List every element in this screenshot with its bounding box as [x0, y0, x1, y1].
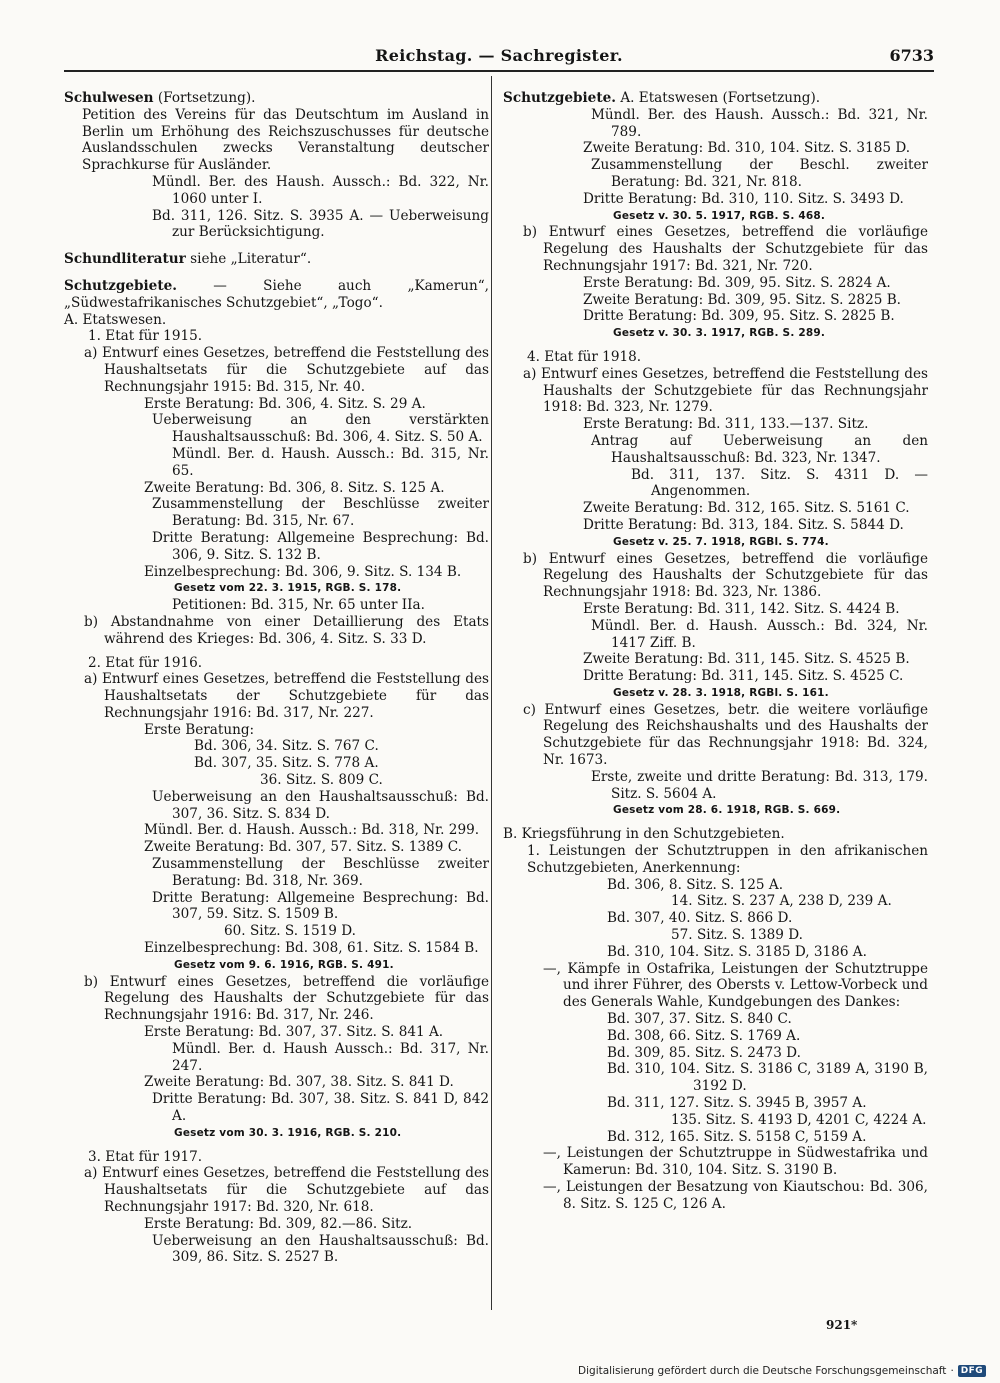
index-entry: Petition des Vereins für das Deutschtum im Ausland in Berlin um Erhöhung des Reichszuschusses für deutsche Auslandsschulen zwecks Veranstaltung deutscher Sprachkurse für Ausländer.: [82, 106, 489, 174]
index-entry: Bd. 312, 165. Sitz. S. 5158 C, 5159 A.: [607, 1128, 867, 1145]
index-entry: a) Entwurf eines Gesetzes, betreffend die Feststellung des Haushaltsetats der Schutzgebiete für das Rechnungsjahr 1916: Bd. 317, Nr. 227.: [84, 671, 489, 721]
index-entry: Zweite Beratung: Bd. 309, 95. Sitz. S. 2825 B.: [583, 291, 901, 308]
catchword: 921*: [826, 1318, 858, 1332]
index-entry: Ueberweisung an den Haushaltsausschuß: Bd. 309, 86. Sitz. S. 2527 B.: [152, 1232, 489, 1266]
law-reference: Gesetz vom 22. 3. 1915, RGB. S. 178.: [174, 582, 402, 595]
index-entry: Ueberweisung an den Haushaltsausschuß: Bd. 307, 36. Sitz. S. 834 D.: [152, 788, 489, 822]
index-entry: Erste Beratung:: [144, 721, 255, 738]
index-entry: Dritte Beratung: Bd. 311, 145. Sitz. S. 4525 C.: [583, 668, 904, 685]
index-heading: Schutzgebiete. — Siehe auch „Kamerun“, „Südwestafrikanisches Schutzgebiet“, „Togo“.: [64, 277, 489, 311]
index-entry: Zusammenstellung der Beschl. zweiter Beratung: Bd. 321, Nr. 818.: [591, 157, 928, 190]
index-entry: Bd. 311, 137. Sitz. S. 4311 D. — Angenommen.: [631, 466, 928, 500]
index-entry: 2. Etat für 1916.: [88, 654, 203, 671]
law-reference: Gesetz vom 30. 3. 1916, RGB. S. 210.: [174, 1126, 402, 1139]
index-entry: Zweite Beratung: Bd. 310, 104. Sitz. S. 3185 D.: [583, 140, 911, 157]
dfg-logo: DFG: [958, 1365, 986, 1377]
index-entry: Mündl. Ber. d. Haush. Aussch.: Bd. 315, Nr. 65.: [172, 445, 489, 479]
index-entry: Erste Beratung: Bd. 309, 95. Sitz. S. 2824 A.: [583, 274, 891, 291]
law-reference: Gesetz v. 30. 5. 1917, RGB. S. 468.: [613, 209, 826, 222]
index-entry: Bd. 308, 66. Sitz. S. 1769 A.: [607, 1027, 801, 1044]
law-reference: Gesetz vom 28. 6. 1918, RGB. S. 669.: [613, 804, 841, 817]
index-entry: 4. Etat für 1918.: [527, 348, 642, 365]
index-entry: c) Entwurf eines Gesetzes, betr. die weitere vorläufige Regelung des Reichshaushalts und des Haushalts der Schutzgebiete für das Rechnungsjahr 1918: Bd. 324, Nr. 1673.: [523, 701, 928, 769]
page-number: 6733: [889, 46, 934, 65]
right-column: [503, 90, 928, 1213]
index-entry: Erste Beratung: Bd. 307, 37. Sitz. S. 841 A.: [144, 1024, 444, 1041]
index-heading: Schundliteratur siehe „Literatur“.: [64, 251, 312, 268]
index-entry: b) Abstandnahme von einer Detaillierung des Etats während des Krieges: Bd. 306, 4. Sitz. S. 33 D.: [84, 613, 489, 647]
index-entry: A. Etatswesen.: [64, 311, 167, 328]
index-entry: Mündl. Ber. d. Haush. Aussch.: Bd. 324, Nr. 1417 Ziff. B.: [591, 617, 928, 651]
index-entry: Zusammenstellung der Beschlüsse zweiter Beratung: Bd. 318, Nr. 369.: [152, 856, 489, 889]
index-entry: b) Entwurf eines Gesetzes, betreffend die vorläufige Regelung des Haushalts der Schutzgebiete für das Rechnungsjahr 1916: Bd. 317, Nr. 246.: [84, 973, 489, 1024]
index-entry: Zweite Beratung: Bd. 312, 165. Sitz. S. 5161 C.: [583, 500, 910, 517]
index-entry: —, Kämpfe in Ostafrika, Leistungen der Schutztruppe und ihrer Führer, des Obersts v. Lettow-Vorbeck und des Generals Wahle, Kundgebungen des Dankes:: [543, 960, 928, 1011]
index-entry: Bd. 310, 104. Sitz. S. 3185 D, 3186 A.: [607, 943, 867, 960]
index-entry: a) Entwurf eines Gesetzes, betreffend die Feststellung des Haushalts der Schutzgebiete für das Rechnungsjahr 1918: Bd. 323, Nr. 1279.: [523, 365, 928, 416]
law-reference: Gesetz v. 28. 3. 1918, RGBl. S. 161.: [613, 686, 829, 699]
footer: [578, 1365, 986, 1377]
index-entry: 14. Sitz. S. 237 A, 238 D, 239 A.: [671, 893, 892, 910]
law-reference: Gesetz v. 30. 3. 1917, RGB. S. 289.: [613, 327, 826, 340]
index-entry: Erste Beratung: Bd. 311, 133.—137. Sitz.: [583, 416, 869, 433]
index-entry: 1. Etat für 1915.: [88, 328, 203, 345]
index-entry: Ueberweisung an den verstärkten Haushaltsausschuß: Bd. 306, 4. Sitz. S. 50 A.: [152, 412, 489, 446]
footer-text: Digitalisierung gefördert durch die Deutsche Forschungsgemeinschaft: [578, 1365, 947, 1377]
index-entry: b) Entwurf eines Gesetzes, betreffend die vorläufige Regelung des Haushalts der Schutzgebiete für das Rechnungsjahr 1918: Bd. 323, Nr. 1386.: [523, 550, 928, 601]
index-entry: 36. Sitz. S. 809 C.: [260, 772, 383, 789]
index-entry: Dritte Beratung: Bd. 307, 38. Sitz. S. 841 D, 842 A.: [152, 1091, 489, 1125]
heading-keyword: Schundliteratur: [64, 251, 186, 268]
index-entry: Dritte Beratung: Bd. 310, 110. Sitz. S. 3493 D.: [583, 190, 904, 207]
index-entry: Zweite Beratung: Bd. 311, 145. Sitz. S. 4525 B.: [583, 651, 910, 668]
index-entry: Bd. 310, 104. Sitz. S. 3186 C, 3189 A, 3190 B, 3192 D.: [607, 1061, 928, 1095]
law-reference: Gesetz vom 9. 6. 1916, RGB. S. 491.: [174, 958, 394, 971]
heading-keyword: Schulwesen: [64, 90, 154, 106]
index-entry: Bd. 306, 8. Sitz. S. 125 A.: [607, 876, 784, 893]
index-entry: Zweite Beratung: Bd. 306, 8. Sitz. S. 125 A.: [144, 479, 445, 496]
index-entry: Bd. 311, 126. Sitz. S. 3935 A. — Ueberweisung zur Berücksichtigung.: [152, 207, 489, 241]
index-entry: a) Entwurf eines Gesetzes, betreffend die Feststellung des Haushaltsetats für die Schutzgebiete auf das Rechnungsjahr 1917: Bd. 320, Nr. 618.: [84, 1165, 489, 1215]
left-column: [64, 90, 489, 1266]
index-entry: Erste Beratung: Bd. 309, 82.—86. Sitz.: [144, 1215, 413, 1232]
index-entry: B. Kriegsführung in den Schutzgebieten.: [503, 826, 785, 843]
page-header: [64, 44, 934, 72]
index-entry: Erste Beratung: Bd. 311, 142. Sitz. S. 4424 B.: [583, 600, 900, 617]
index-entry: b) Entwurf eines Gesetzes, betreffend die vorläufige Regelung des Haushalts der Schutzgebiete für das Rechnungsjahr 1917: Bd. 321, Nr. 720.: [523, 224, 928, 274]
index-entry: —, Leistungen der Besatzung von Kiautschou: Bd. 306, 8. Sitz. S. 125 C, 126 A.: [543, 1179, 928, 1212]
index-entry: Dritte Beratung: Allgemeine Besprechung: Bd. 307, 59. Sitz. S. 1509 B.: [152, 889, 489, 923]
index-entry: 3. Etat für 1917.: [88, 1148, 203, 1165]
dfg-logo-separator: ·: [950, 1365, 954, 1377]
index-entry: 57. Sitz. S. 1389 D.: [671, 927, 803, 944]
law-reference: Gesetz v. 25. 7. 1918, RGBl. S. 774.: [613, 535, 829, 548]
index-entry: Einzelbesprechung: Bd. 308, 61. Sitz. S. 1584 B.: [144, 940, 479, 957]
index-entry: Mündl. Ber. des Haush. Aussch.: Bd. 321, Nr. 789.: [591, 106, 928, 140]
index-entry: Bd. 307, 35. Sitz. S. 778 A.: [194, 755, 379, 772]
index-entry: Dritte Beratung: Bd. 313, 184. Sitz. S. 5844 D.: [583, 516, 904, 533]
heading-keyword: Schutzgebiete.: [503, 90, 616, 106]
index-entry: Bd. 307, 40. Sitz. S. 866 D.: [607, 910, 793, 927]
index-heading: Schulwesen (Fortsetzung).: [64, 90, 256, 106]
running-title: Reichstag. — Sachregister.: [375, 46, 623, 65]
index-entry: Mündl. Ber. d. Haush Aussch.: Bd. 317, Nr. 247.: [172, 1040, 489, 1074]
index-entry: a) Entwurf eines Gesetzes, betreffend die Feststellung des Haushaltsetats für die Schutzgebiete auf das Rechnungsjahr 1915: Bd. 315, Nr. 40.: [84, 345, 489, 395]
index-entry: Mündl. Ber. d. Haush. Aussch.: Bd. 318, Nr. 299.: [144, 822, 480, 839]
index-entry: 60. Sitz. S. 1519 D.: [224, 923, 356, 940]
index-entry: Bd. 309, 85. Sitz. S. 2473 D.: [607, 1044, 801, 1061]
index-heading: Schutzgebiete. A. Etatswesen (Fortsetzung).: [503, 90, 821, 106]
index-entry: Dritte Beratung: Bd. 309, 95. Sitz. S. 2825 B.: [583, 308, 895, 325]
column-divider: [491, 76, 492, 1310]
index-entry: Mündl. Ber. des Haush. Aussch.: Bd. 322, Nr. 1060 unter I.: [152, 173, 489, 207]
index-entry: Bd. 306, 34. Sitz. S. 767 C.: [194, 738, 379, 755]
index-entry: Dritte Beratung: Allgemeine Besprechung: Bd. 306, 9. Sitz. S. 132 B.: [152, 529, 489, 563]
index-entry: Einzelbesprechung: Bd. 306, 9. Sitz. S. 134 B.: [144, 563, 462, 580]
index-entry: 1. Leistungen der Schutztruppen in den afrikanischen Schutzgebieten, Anerkennung:: [527, 843, 928, 876]
index-entry: Bd. 311, 127. Sitz. S. 3945 B, 3957 A.: [607, 1095, 867, 1112]
index-entry: Zusammenstellung der Beschlüsse zweiter Beratung: Bd. 315, Nr. 67.: [152, 496, 489, 530]
index-entry: —, Leistungen der Schutztruppe in Südwestafrika und Kamerun: Bd. 310, 104. Sitz. S. 3190 B.: [543, 1145, 928, 1179]
index-entry: Zweite Beratung: Bd. 307, 38. Sitz. S. 841 D.: [144, 1074, 454, 1091]
index-entry: Antrag auf Ueberweisung an den Haushaltsausschuß: Bd. 323, Nr. 1347.: [591, 432, 928, 466]
index-entry: Petitionen: Bd. 315, Nr. 65 unter IIa.: [172, 597, 425, 614]
index-entry: Zweite Beratung: Bd. 307, 57. Sitz. S. 1389 C.: [144, 839, 462, 856]
index-entry: Erste, zweite und dritte Beratung: Bd. 313, 179. Sitz. S. 5604 A.: [591, 768, 928, 802]
index-entry: Bd. 307, 37. Sitz. S. 840 C.: [607, 1011, 792, 1028]
index-entry: Erste Beratung: Bd. 306, 4. Sitz. S. 29 A.: [144, 395, 426, 412]
index-entry: 135. Sitz. S. 4193 D, 4201 C, 4224 A.: [671, 1111, 927, 1128]
heading-keyword: Schutzgebiete.: [64, 277, 177, 294]
